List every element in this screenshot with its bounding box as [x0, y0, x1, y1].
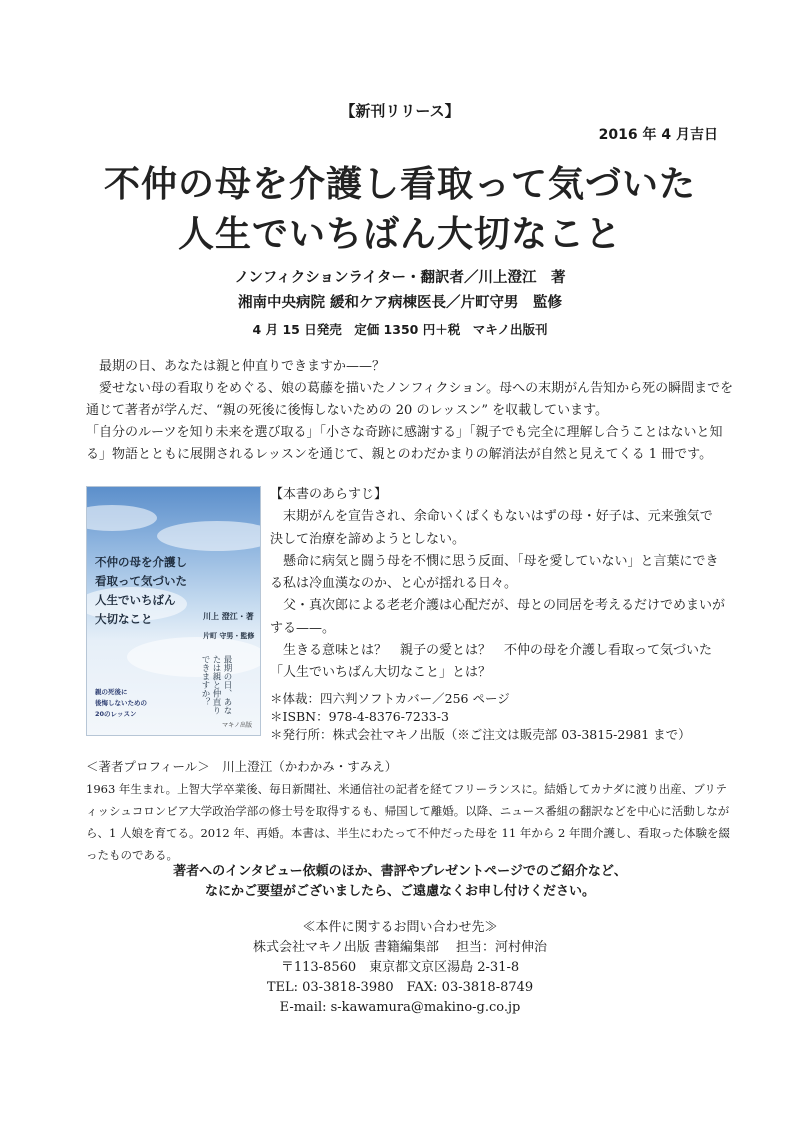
contact-company: 株式会社マキノ出版 書籍編集部 担当：河村伸治 — [252, 940, 547, 955]
contact-heading: ≪本件に関するお問い合わせ先≫ — [302, 920, 498, 935]
synopsis-section — [270, 484, 725, 685]
cover-title: 不仲の母を介護し 看取って気づいた 人生でいちばん 大切なこと — [95, 555, 187, 626]
book-title-line-2: 人生でいちばん大切なこと — [177, 214, 622, 255]
synopsis-paragraph: 末期がんを宣告され、余命いくばくもないはずの母・好子は、元来強気で決して治療を諦めようとしない。 — [270, 509, 713, 547]
spec-publisher: ＊発行所：株式会社マキノ出版（※ご注文は販売部 03-3815-2981 まで） — [270, 727, 691, 742]
book-cover-image — [86, 486, 261, 736]
cover-author: 川上 澄江・著 — [203, 612, 254, 621]
book-title — [0, 160, 800, 260]
publication-info: 4 月 15 日発売 定価 1350 円＋税 マキノ出版刊 — [252, 322, 548, 337]
synopsis-paragraph: 父・真次郎による老老介護は心配だが、母との同居を考えるだけでめまいがする——。 — [270, 598, 726, 636]
author-credit: ノンフィクションライター・翻訳者／川上澄江 著 — [234, 270, 566, 286]
intro-paragraph: 「自分のルーツを知り未来を選び取る」「小さな奇跡に感謝する」「親子でも完全に理解し合うことはないと知る」物語とともに展開されるレッスンを通じて、親とのわだかまりの解消法が自然と見えてくる 1 冊です。 — [86, 425, 723, 462]
interview-notice — [0, 862, 800, 902]
synopsis-paragraph: 懸命に病気と闘う母を不憫に思う反面、「母を愛していない」と言葉にできる私は冷血漢なのか、と心が揺れる日々。 — [270, 553, 719, 592]
intro-section — [86, 356, 736, 466]
profile-heading: ＜著者プロフィール＞ 川上澄江（かわかみ・すみえ） — [86, 759, 398, 774]
contact-info — [0, 918, 800, 1018]
cover-vertical-text: 最期の日、あなたは親と仲直りできますか？ — [200, 655, 232, 715]
book-specs — [270, 690, 725, 744]
release-tag: 【新刊リリース】 — [340, 102, 460, 120]
spec-format: ＊体裁：四六判ソフトカバー／256 ページ — [270, 691, 510, 706]
contact-phone: TEL: 03-3818-3980 FAX: 03-3818-8749 — [266, 980, 534, 995]
author-profile — [86, 756, 736, 866]
cover-publisher: マキノ出版 — [222, 722, 252, 729]
supervisor-credit: 湘南中央病院 緩和ケア病棟医長／片町守男 監修 — [237, 295, 563, 311]
spec-isbn: ＊ISBN：978-4-8376-7233-3 — [270, 709, 449, 724]
contact-email: E-mail: s-kawamura@makino-g.co.jp — [279, 1000, 521, 1015]
cover-supervisor: 片町 守男・監修 — [203, 632, 255, 640]
synopsis-heading: 【本書のあらすじ】 — [270, 487, 388, 502]
release-date: 2016 年 4 月吉日 — [598, 127, 718, 143]
synopsis-paragraph: 生きる意味とは？ 親子の愛とは？ 不仲の母を介護し看取って気づいた「人生でいちばん大切なこと」とは？ — [270, 643, 713, 681]
notice-line: なにかご要望がございましたら、ご遠慮なくお申し付けください。 — [204, 884, 595, 899]
notice-line: 著者へのインタビュー依頼のほか、書評やプレゼントページでのご紹介など、 — [173, 864, 627, 879]
book-title-line-1: 不仲の母を介護し看取って気づいた — [103, 164, 696, 205]
cover-tagline: 親の死後に 後悔しないための 20のレッスン — [95, 688, 147, 718]
profile-body: 1963 年生まれ。上智大学卒業後、毎日新聞社、米通信社の記者を経てフリーランスに。結婚してカナダに渡り出産、ブリティッシュコロンビア大学政治学部の修士号を取得するも、帰国して離婚。以降、ニュース番組の翻訳などを中心に活動しながら、1 人娘を育てる。2012 年、再婚。本書は、半生にわたって不仲だった母を 11 年から 2 年間介護し、看取った体験を綴ったものである。 — [86, 782, 730, 862]
intro-paragraph: 最期の日、あなたは親と仲直りできますか——？ — [86, 359, 386, 374]
contact-address: 〒113-8560 東京都文京区湯島 2-31-8 — [280, 960, 520, 975]
intro-paragraph: 愛せない母の看取りをめぐる、娘の葛藤を描いたノンフィクション。母への末期がん告知から死の瞬間までを通じて著者が学んだ、“親の死後に後悔しないための 20 のレッスン” を収載しています。 — [86, 381, 734, 418]
